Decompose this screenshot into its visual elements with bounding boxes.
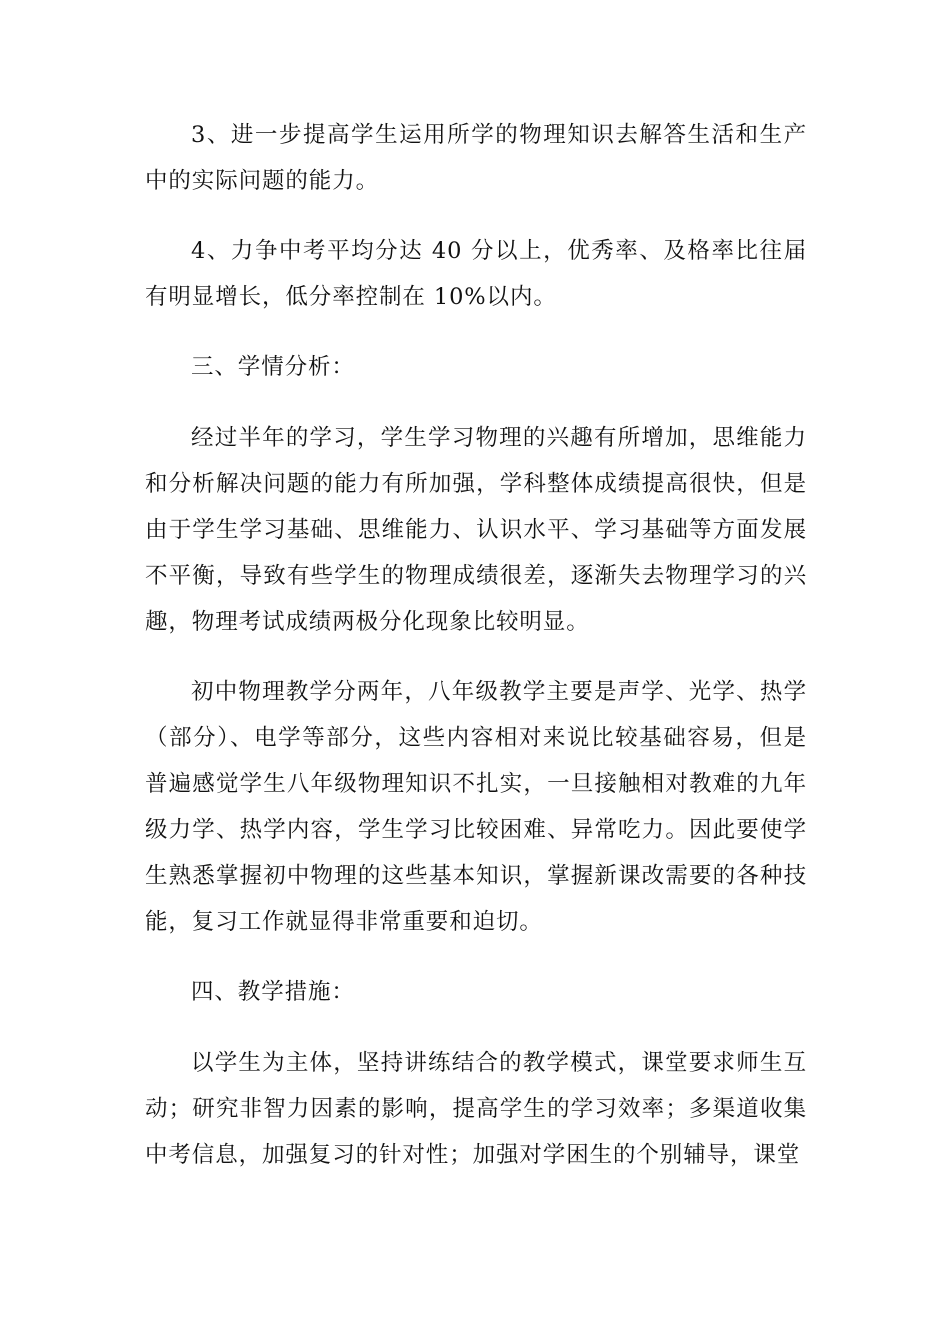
section-heading-student-analysis: 三、学情分析： bbox=[191, 354, 355, 380]
document-body bbox=[145, 112, 807, 1202]
student-analysis-paragraph-2: 初中物理教学分两年，八年级教学主要是声学、光学、热学（部分）、电学等部分，这些内容相对来说比较基础容易，但是普遍感觉学生八年级物理知识不扎实，一旦接触相对教难的九年级力学、热学内容，学生学习比较困难、异常吃力。因此要使学生熟悉掌握初中物理的这些基本知识，掌握新课改需要的各种技能，复习工作就显得非常重要和迫切。 bbox=[145, 679, 807, 935]
goal-item-3: 3、进一步提高学生运用所学的物理知识去解答生活和生产中的实际问题的能力。 bbox=[145, 122, 807, 194]
section-heading-teaching-measures: 四、教学措施： bbox=[191, 979, 355, 1005]
student-analysis-paragraph-1: 经过半年的学习，学生学习物理的兴趣有所增加，思维能力和分析解决问题的能力有所加强，学科整体成绩提高很快，但是由于学生学习基础、思维能力、认识水平、学习基础等方面发展不平衡，导致有些学生的物理成绩很差，逐渐失去物理学习的兴趣，物理考试成绩两极分化现象比较明显。 bbox=[145, 425, 807, 635]
teaching-measures-paragraph: 以学生为主体，坚持讲练结合的教学模式，课堂要求师生互动；研究非智力因素的影响，提高学生的学习效率；多渠道收集中考信息，加强复习的针对性；加强对学困生的个别辅导，课堂 bbox=[145, 1050, 807, 1168]
goal-item-4: 4、力争中考平均分达 40 分以上，优秀率、及格率比往届有明显增长，低分率控制在 10%以内。 bbox=[145, 238, 807, 310]
